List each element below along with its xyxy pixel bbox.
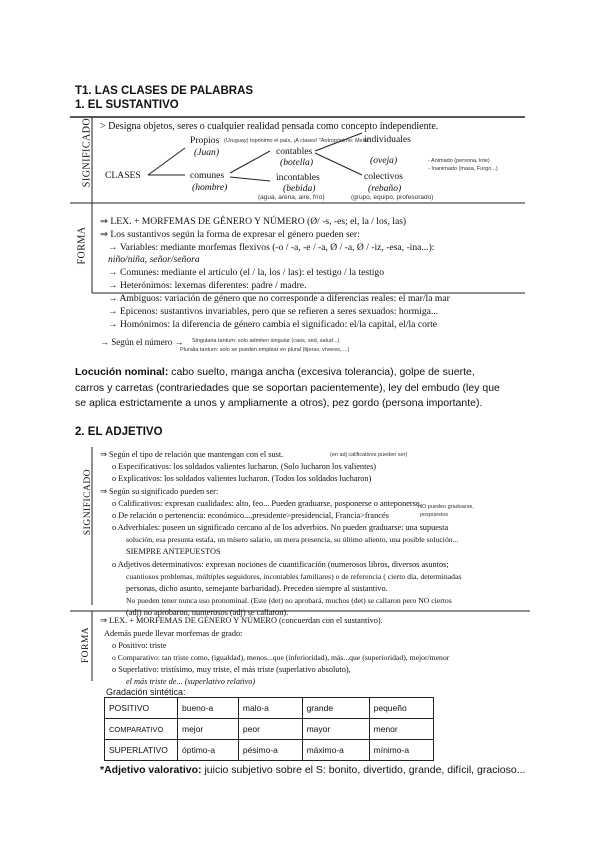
propios-note: (Uruguay) topónimo el país, ¡A clases! "Antropónimo: Melis" (224, 138, 370, 144)
gradacion-caption: Gradación sintética: (106, 687, 186, 697)
side-note-inanimado: - Inanimado (masa, Furgo...) (428, 166, 498, 172)
table-row (105, 719, 434, 740)
adjetivo-line: cuantiosos problemas, múltiples seguidores, incontables familiares) o de referencia ( cierto día, determinadas (126, 572, 462, 581)
incontables-label: incontables (276, 172, 320, 183)
locucion-line: cabo suelto, manga ancha (excesiva tolerancia), golpe de suerte, (168, 366, 475, 378)
section-heading-adjetivo: 2. EL ADJETIVO (75, 426, 163, 438)
forma-line: niño/niña, señor/señora (108, 254, 200, 265)
incontables-example: (bebida) (283, 183, 316, 194)
forma-line: → Homónimos: la diferencia de género cambia el significado: el/la capital, el/la corte (108, 319, 437, 330)
adjetivo-side-note: (en adj calificativos pueden ser) (330, 452, 408, 458)
arrow-incontables (230, 177, 270, 181)
forma-line: ⇒ LEX. + MORFEMAS DE GÉNERO Y NÚMERO (Ø/ -s, -es; el, la / los, las) (100, 216, 407, 227)
forma-line: → Variables: mediante morfemas flexivos (-o / -a, -e / -a, Ø / -a, Ø / -iz, -esa, -ina...): (108, 242, 435, 253)
adjetivo-side-note: NO pueden graduarse, (418, 504, 474, 510)
colectivos-note: (grupo, equipo, profesorado) (351, 194, 434, 201)
table-cell: mejor (178, 719, 239, 740)
adjetivo-forma-line: Además puede llevar morfemas de grado: (104, 629, 243, 638)
valorativo-text: juicio subjetivo sobre el S: bonito, divertido, grande, difícil, gracioso... (201, 764, 526, 776)
locucion-nominal-paragraph (75, 365, 535, 412)
adjetivo-side-note: pospuestos (420, 512, 449, 518)
forma-line: → Ambiguos: variación de género que no corresponde a diferencias reales: el mar/la mar (108, 293, 450, 304)
adjetivo-line: o Especificativos: los soldados valientes lucharon. (Solo lucharon los valientes) (112, 462, 377, 471)
colectivos-example: (rebaño) (368, 183, 402, 194)
individuales-label: individuales (364, 134, 411, 145)
table-cell: pésimo-a (238, 740, 302, 761)
forma-line: → Comunes: mediante el artículo (el / la, los / las): el testigo / la testigo (108, 267, 385, 278)
table-cell: COMPARATIVO (105, 719, 178, 740)
adjetivo-forma-line: ⇒ LEX. + MORFEMAS DE GÉNERO Y NÚMERO (concuerdan con el sustantivo). (100, 616, 383, 625)
numero-note-pluralia: Pluralia tantum: solo se pueden emplear en plural (tijeras, víveres, ...) (180, 347, 350, 353)
contables-label: contables (276, 146, 313, 157)
table-row (105, 740, 434, 761)
adjetivo-forma-line: o Positivo: triste (112, 641, 167, 650)
adjetivo-line: o Adjetivos determinativos: expresan nociones de cuantificación (numerosos libros, diversos asuntos; (112, 560, 449, 569)
table-cell: bueno-a (178, 698, 239, 719)
forma-line: → Heterónimos: lexemas diferentes: padre / madre. (108, 280, 307, 291)
table-cell: peor (238, 719, 302, 740)
table-cell: malo-a (238, 698, 302, 719)
table-cell: pequeño (369, 698, 433, 719)
propios-example: (Juan) (194, 147, 220, 158)
table-cell: óptimo-a (178, 740, 239, 761)
adjetivo-forma-line: o Superlativo: tristísimo, muy triste, el más triste (superlativo absoluto), (112, 665, 351, 674)
significado-label: SIGNIFICADO (81, 117, 93, 188)
valorativo-label: *Adjetivo valorativo: (100, 764, 202, 776)
sustantivo-definition: > Designa objetos, seres o cualquier realidad pensada como concepto independiente. (100, 121, 439, 132)
adjetivo-line: (adj) no aprobaron, numerosos (adj) se callaron). (126, 608, 289, 617)
adjetivo-forma-label: FORMA (81, 626, 91, 664)
gradacion-table (104, 697, 434, 761)
forma-line: ⇒ Los sustantivos según la forma de expresar el género pueden ser: (100, 229, 360, 240)
individuales-example: (oveja) (370, 155, 398, 166)
adjetivo-line: ⇒ Según su significado pueden ser: (100, 487, 219, 496)
adjetivo-forma-line: el más triste de... (superlativo relativo) (126, 677, 256, 686)
contables-example: (botella) (280, 157, 314, 168)
table-cell: mayor (302, 719, 369, 740)
section-heading-sustantivo: 1. EL SUSTANTIVO (75, 99, 179, 111)
numero-label: → Según el número → (100, 337, 184, 347)
comunes-label: comunes (190, 170, 225, 181)
propios-label: Propios (190, 135, 220, 146)
numero-note-singularia: Singularia tantum: solo admiten singular (caos, sed, salud...) (192, 338, 340, 344)
table-cell: mínimo-a (369, 740, 433, 761)
table-row (105, 698, 434, 719)
page-title: T1. LAS CLASES DE PALABRAS (75, 85, 254, 97)
forma-label: FORMA (76, 226, 88, 265)
adjetivo-line: solución, esa presunta estafa, un mísero salario, un mera presencia, su último aliento, una posible solución... (126, 535, 459, 544)
forma-line: → Epicenos: sustantivos invariables, pero que se refieren a seres sexuados: hormiga... (108, 306, 439, 317)
table-cell: menor (369, 719, 433, 740)
adjetivo-line: personas, dicho asunto, semejante barbaridad). Preceden siempre al sustantivo. (126, 584, 388, 593)
arrow-contables (230, 151, 270, 173)
colectivos-label: colectivos (364, 171, 403, 182)
clases-label: CLASES (105, 170, 141, 181)
arrow-propios (148, 148, 185, 175)
adjetivo-line: o Adverbiales: poseen un significado cercano al de los adverbios. No pueden graduarse: una supuesta (112, 523, 449, 532)
adjetivo-significado-label: SIGNIFICADO (83, 468, 93, 536)
adjetivo-line: No pueden tener nunca uso pronominal. (Este (det) no aprobará, muchos (det) se callaron pero NO ciertos (126, 596, 452, 605)
side-note-animado: - Animado (persona, lote) (428, 158, 490, 164)
table-cell: POSITIVO (105, 698, 178, 719)
incontables-note: (agua, arena, aire, frío) (258, 194, 325, 201)
adjetivo-forma-line: o Comparativo: tan triste como, (igualdad), menos...que (inferioridad), más...que (superioridad), mejor/menor (112, 653, 450, 662)
locucion-line: carros y carretas (contrariedades que se soportan pacientemente), ley del embudo (ley que (75, 381, 500, 394)
adjetivo-valorativo (100, 764, 525, 776)
adjetivo-line: o Explicativos: los soldados valientes lucharon. (Todos los soldados lucharon) (112, 474, 372, 483)
table-cell: SUPERLATIVO (105, 740, 178, 761)
comunes-example: (hombre) (192, 182, 228, 193)
locucion-line: se aplica estrictamente a unos y ampliamente a otros), pez gordo (persona importante). (75, 397, 483, 409)
locucion-label: Locución nominal: (75, 366, 169, 378)
table-cell: máximo-a (302, 740, 369, 761)
arrow-colectivos (315, 153, 362, 175)
adjetivo-line: ⇒ Según el tipo de relación que mantengan con el sust. (100, 450, 284, 459)
adjetivo-line: o Calificativos: expresan cualidades: alto, feo... Pueden graduarse, posponerse o anteponerse. (112, 499, 422, 508)
adjetivo-line: SIEMPRE ANTEPUESTOS (126, 547, 221, 556)
adjetivo-line: o De relación o pertenencia: económico...,presidente>presidencial, Francia>francés (112, 511, 389, 520)
table-cell: grande (302, 698, 369, 719)
